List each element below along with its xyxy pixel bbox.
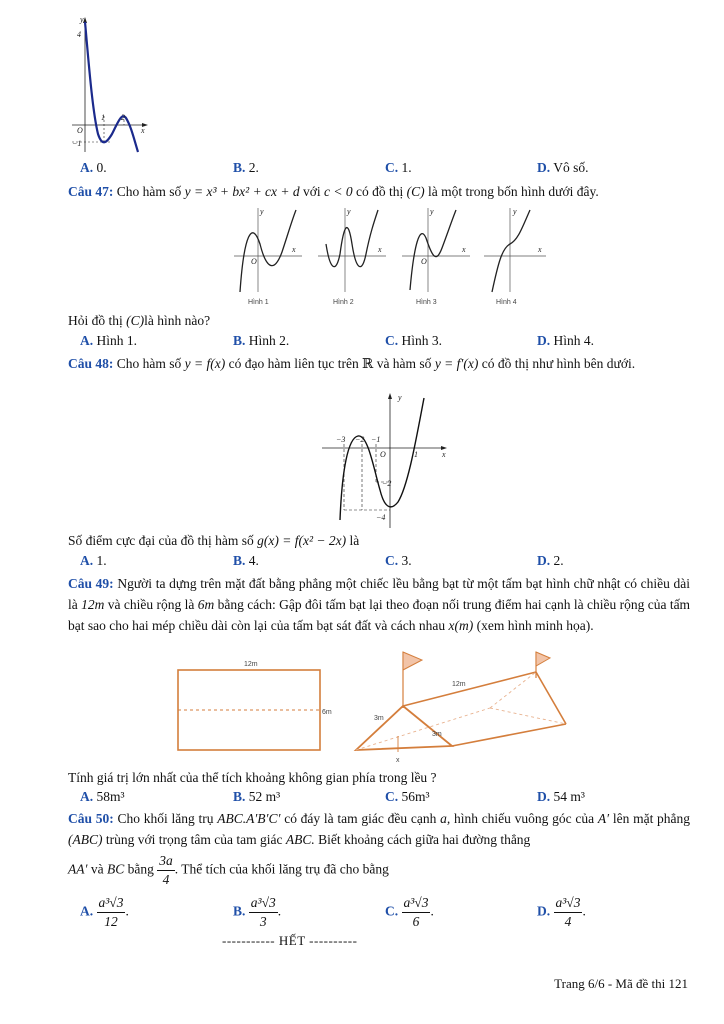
- q46-y-label: y: [80, 15, 84, 24]
- q48-option-b[interactable]: B. 4.: [233, 553, 259, 568]
- q46-option-d[interactable]: D. Vô số.: [537, 160, 589, 175]
- svg-text:y: y: [347, 207, 351, 216]
- svg-text:O: O: [421, 257, 427, 266]
- q48-n2-label: −2: [382, 479, 392, 488]
- q47-figures: [230, 204, 550, 308]
- q49-question: Tính giá trị lớn nhất của thể tích khoảng không gian phía trong lều ?: [68, 770, 437, 785]
- q46-option-a[interactable]: A. 0.: [80, 160, 107, 175]
- svg-text:y: y: [513, 207, 517, 216]
- q47-hinh-3: [402, 207, 470, 306]
- q46-graph: [68, 14, 150, 154]
- q49-option-b[interactable]: B. 52 m³: [233, 789, 281, 804]
- svg-text:O: O: [251, 257, 257, 266]
- q47-hinh-2: [318, 207, 386, 306]
- page-footer: Trang 6/6 - Mã đề thi 121: [554, 976, 688, 991]
- q48-y-label: y: [398, 393, 402, 402]
- q48-question: Số điểm cực đại của đồ thị hàm số g(x) = f(x² − 2x) là: [68, 533, 360, 548]
- q50-option-b[interactable]: B. $\frac{\text{a³√3}}{3}$ .: [233, 895, 282, 929]
- q47-caption-2: Hình 2: [333, 299, 354, 306]
- q49-tent-x-label: x: [396, 757, 400, 764]
- svg-text:x: x: [378, 245, 382, 254]
- q48-option-c[interactable]: C. 3.: [385, 553, 412, 568]
- q46-option-c[interactable]: C. 1.: [385, 160, 412, 175]
- q49-rect-top-label: 12m: [244, 661, 258, 668]
- q50-option-a[interactable]: A. $\frac{\text{a³√3}}{12}$ .: [80, 895, 129, 929]
- q50-text: Câu 50: Cho khối lăng trụ ABC.A′B′C′ có đáy là tam giác đều cạnh a, hình chiếu vuông góc của A′ lên mặt phẳng (ABC) trùng với trọng tâm của tam giác ABC. Biết khoảng cách giữa hai đường thẳng: [68, 811, 691, 847]
- q46-four-label: 4: [77, 30, 81, 39]
- q46-two-label: 2: [121, 113, 125, 122]
- q50-option-d[interactable]: D. $\frac{\text{a³√3}}{4}$ .: [537, 895, 586, 929]
- q49-rect-side-label: 6m: [322, 709, 332, 716]
- q48-m1-label: −1: [371, 435, 381, 444]
- q47-hinh-4: [484, 207, 546, 306]
- q49-text: Câu 49: Người ta dựng trên mặt đất bằng phẳng một chiếc lều bằng bạt từ một tấm bạt hình chữ nhật có chiều dài là 12m và chiều rộng là 6m bằng cách: Gập đôi tấm bạt lại theo đoạn nối trung điểm hai cạnh là chiều rộng của tấm bạt sao cho hai mép chiều dài còn lại của tấm bạt sát đất và cách nhau x(m) (xem hình minh họa).: [68, 576, 691, 633]
- q48-origin-label: O: [380, 450, 386, 459]
- q50-distance-fraction: $\frac{3a}{4}$: [159, 853, 173, 887]
- q46-option-b[interactable]: B. 2.: [233, 160, 259, 175]
- q47-option-a[interactable]: A. Hình 1.: [80, 333, 137, 348]
- end-marker: ----------- HẾT ----------: [222, 933, 358, 948]
- q47-question: Hỏi đồ thị (C)là hình nào?: [68, 313, 211, 328]
- svg-text:y: y: [260, 207, 264, 216]
- q47-option-c[interactable]: C. Hình 3.: [385, 333, 442, 348]
- q47-option-b[interactable]: B. Hình 2.: [233, 333, 290, 348]
- q46-x-label: x: [141, 126, 145, 135]
- q49-tent-right-label: 3m: [432, 731, 442, 738]
- q47-caption-4: Hình 4: [496, 299, 517, 306]
- q50-option-c[interactable]: C. $\frac{\text{a³√3}}{6}$ .: [385, 895, 434, 929]
- q46-origin-label: O: [77, 126, 83, 135]
- q47-text: Câu 47: Cho hàm số y = x³ + bx² + cx + d với c < 0 có đồ thị (C) là một trong bốn hình dưới đây.: [68, 184, 599, 199]
- svg-text:y: y: [430, 207, 434, 216]
- q48-graph: [318, 390, 454, 530]
- q46-neg1-label: −1: [72, 139, 82, 148]
- q48-one-label: 1: [414, 450, 418, 459]
- q48-option-a[interactable]: A. 1.: [80, 553, 107, 568]
- q49-figure: [170, 648, 570, 764]
- q47-caption-1: Hình 1: [248, 299, 269, 306]
- q48-option-d[interactable]: D. 2.: [537, 553, 564, 568]
- q50-text-2: AA′ và BC bằng $\frac{3a}{4}$ . Thể tích của khối lăng trụ đã cho bằng: [68, 853, 389, 887]
- q49-tent-top-label: 12m: [452, 681, 466, 688]
- q48-x-label: x: [442, 450, 446, 459]
- q49-option-d[interactable]: D. 54 m³: [537, 789, 585, 804]
- q48-m3-label: −3: [336, 435, 346, 444]
- svg-text:x: x: [292, 245, 296, 254]
- q48-text: Câu 48: Cho hàm số y = f(x) có đạo hàm liên tục trên ℝ và hàm số y = f′(x) có đồ thị như hình bên dưới.: [68, 356, 636, 371]
- q46-one-label: 1: [101, 113, 105, 122]
- q49-tent-left-label: 3m: [374, 715, 384, 722]
- svg-text:x: x: [462, 245, 466, 254]
- q47-caption-3: Hình 3: [416, 299, 437, 306]
- q49-option-c[interactable]: C. 56m³: [385, 789, 430, 804]
- q48-n4-label: −4: [376, 513, 386, 522]
- q47-hinh-1: [234, 207, 302, 306]
- svg-text:x: x: [538, 245, 542, 254]
- q47-option-d[interactable]: D. Hình 4.: [537, 333, 594, 348]
- q48-m2-label: −2: [355, 435, 365, 444]
- q49-option-a[interactable]: A. 58m³: [80, 789, 125, 804]
